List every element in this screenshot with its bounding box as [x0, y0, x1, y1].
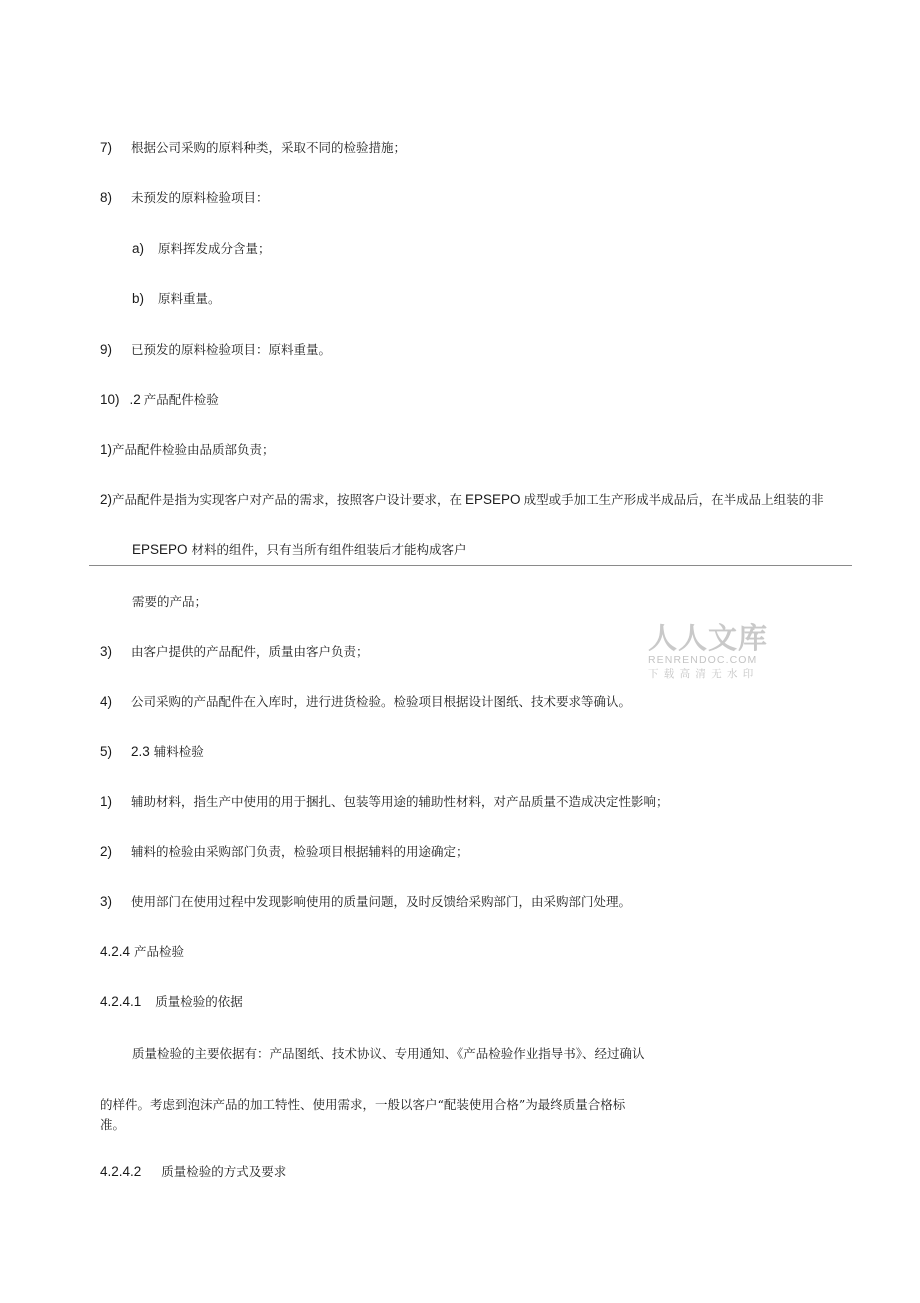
section-number: .2	[129, 392, 141, 407]
list-item-text: 公司采购的产品配件在入库时，进行进货检验。检验项目根据设计图纸、技术要求等确认。	[131, 694, 632, 709]
section-title: 质量检验的方式及要求	[161, 1164, 287, 1179]
list-item: 3) 由客户提供的产品配件，质量由客户负责；	[100, 644, 369, 659]
paragraph-line: 的样件。考虑到泡沫产品的加工特性、使用需求，一般以客户“配装使用合格”为最终质量合格标	[100, 1097, 626, 1112]
section-number: 2.3	[131, 744, 150, 759]
product-code: EPSEPO	[132, 542, 188, 557]
list-item-text: 由客户提供的产品配件，质量由客户负责；	[131, 644, 369, 659]
list-item-text-continued: 成型或手加工生产形成半成品后，在半成品上组装的非	[523, 492, 824, 507]
list-item-text: 需要的产品；	[132, 594, 208, 609]
list-item: 2)产品配件是指为实现客户对产品的需求，按照客户设计要求，在 EPSEPO 成型或手加工生产形成半成品后，在半成品上组装的非	[100, 492, 824, 507]
list-item-continuation	[132, 541, 467, 559]
product-code: EPSEPO	[465, 492, 521, 507]
list-item-text: 使用部门在使用过程中发现影响使用的质量问题，及时反馈给采购部门，由采购部门处理。	[131, 894, 632, 909]
section-title: 产品配件检验	[143, 392, 219, 407]
list-item-text: 原料重量。	[158, 291, 221, 306]
list-item: 7) 根据公司采购的原料种类，采取不同的检验措施；	[100, 140, 407, 155]
section-heading: 4.2.4 产品检验	[100, 944, 185, 959]
watermark-logo	[648, 622, 772, 681]
list-item-continuation	[132, 593, 207, 611]
list-item-text: 已预发的原料检验项目：原料重量。	[131, 342, 332, 357]
list-item: 1) 辅助材料，指生产中使用的用于捆扎、包装等用途的辅助性材料，对产品质量不造成决定性影响；	[100, 794, 669, 809]
list-item-text: 产品配件是指为实现客户对产品的需求，按照客户设计要求，在	[112, 492, 463, 507]
list-item-text: 原料挥发成分含量；	[158, 241, 271, 256]
list-item-text: 辅料的检验由采购部门负责，检验项目根据辅料的用途确定；	[131, 844, 469, 859]
list-item: 1)产品配件检验由品质部负责；	[100, 442, 275, 457]
list-item: 3) 使用部门在使用过程中发现影响使用的质量问题，及时反馈给采购部门，由采购部门处理。	[100, 894, 632, 909]
section-heading: 10) .2 产品配件检验	[100, 392, 219, 407]
list-item-text: 辅助材料，指生产中使用的用于捆扎、包装等用途的辅助性材料，对产品质量不造成决定性影响；	[131, 794, 669, 809]
page-break-divider	[89, 565, 852, 566]
list-item-text: 材料的组件，只有当所有组件组装后才能构成客户	[191, 542, 467, 557]
subsection-heading: 4.2.4.2 质量检验的方式及要求	[100, 1164, 287, 1179]
sub-list-item: a) 原料挥发成分含量；	[132, 241, 271, 256]
watermark-subtitle: 下载高清无水印	[648, 668, 759, 680]
watermark-title: 人人文库	[648, 621, 769, 655]
section-title: 质量检验的依据	[155, 994, 243, 1009]
list-item-text: 未预发的原料检验项目：	[131, 190, 269, 205]
section-title: 辅料检验	[153, 744, 204, 759]
section-title: 产品检验	[134, 944, 185, 959]
list-item: 8) 未预发的原料检验项目：	[100, 190, 269, 205]
subsection-heading: 4.2.4.1 质量检验的依据	[100, 994, 243, 1009]
list-item-text: 产品配件检验由品质部负责；	[112, 442, 275, 457]
list-item-text: 根据公司采购的原料种类，采取不同的检验措施；	[131, 140, 407, 155]
list-item: 2) 辅料的检验由采购部门负责，检验项目根据辅料的用途确定；	[100, 844, 469, 859]
paragraph-line: 质量检验的主要依据有：产品图纸、技术协议、专用通知、《产品检验作业指导书》、经过确认	[132, 1046, 645, 1061]
sub-list-item: b) 原料重量。	[132, 291, 221, 306]
watermark-url: RENRENDOC.COM	[648, 654, 758, 666]
list-item: 4) 公司采购的产品配件在入库时，进行进货检验。检验项目根据设计图纸、技术要求等确认。	[100, 694, 632, 709]
paragraph-line: 准。	[100, 1117, 126, 1132]
section-heading: 5) 2.3 辅料检验	[100, 744, 204, 759]
list-item: 9) 已预发的原料检验项目：原料重量。	[100, 342, 332, 357]
